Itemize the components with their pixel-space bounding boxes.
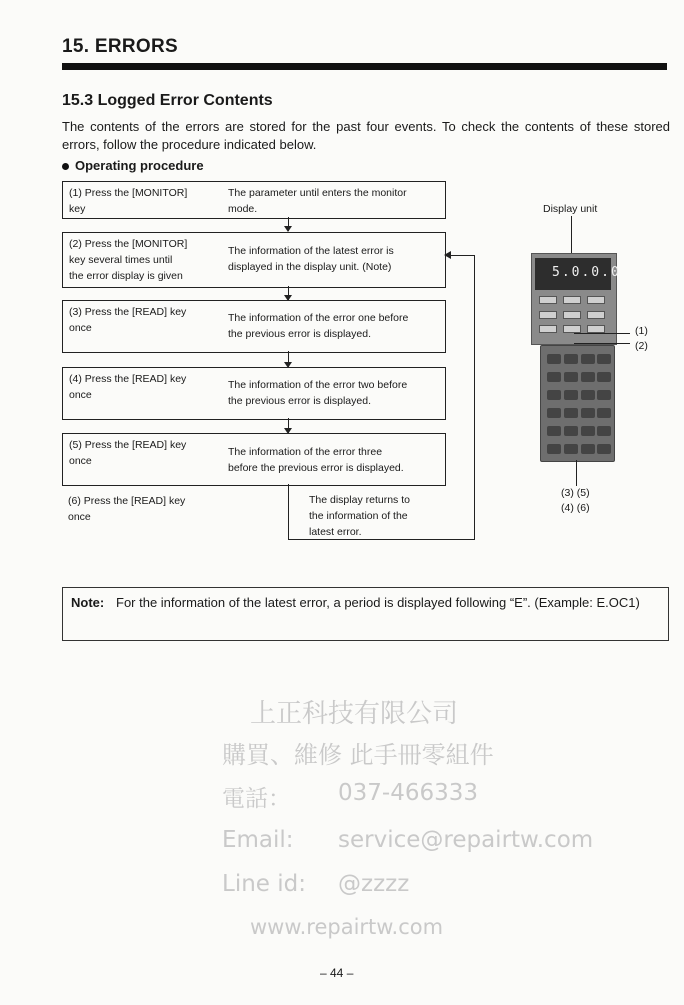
loop-line-right: [474, 255, 475, 540]
keypad-key: [547, 408, 561, 418]
keypad-key: [581, 444, 595, 454]
arrow-left-icon: [444, 251, 451, 259]
step-3-action: (3) Press the [READ] key once: [69, 306, 187, 334]
watermark-company: 上正科技有限公司: [250, 699, 459, 729]
display-unit-label: Display unit: [543, 203, 598, 215]
page-number: – 44 –: [320, 966, 354, 980]
panel-key: [563, 311, 581, 319]
watermark-phone: 037-466333: [338, 780, 478, 806]
watermark-service: 購買、維修 此手冊零組件: [222, 741, 494, 769]
step-1-action: (1) Press the [MONITOR] key: [69, 187, 188, 215]
keypad-key: [547, 372, 561, 382]
step-6-result: The display returns to the information of the latest error.: [309, 494, 410, 538]
keypad-key: [597, 372, 611, 382]
step-2-result: The information of the latest error is displayed in the display unit. (Note): [228, 245, 394, 273]
panel-key: [587, 325, 605, 333]
display-digits: 5.0.0.0: [552, 265, 621, 280]
monitor-key: [539, 311, 557, 319]
keypad-key: [581, 372, 595, 382]
keypad-key: [564, 372, 578, 382]
step-box-3: [62, 300, 446, 353]
step-box-4: [62, 367, 446, 420]
keypad-key: [597, 426, 611, 436]
bullet-icon: [62, 163, 69, 170]
read-key: [564, 444, 578, 454]
step-1-result: The parameter until enters the monitor mode.: [228, 187, 407, 215]
callout-1: (1): [635, 325, 648, 337]
panel-key: [587, 296, 605, 304]
step-4-result: The information of the error two before the previous error is displayed.: [228, 379, 408, 407]
callout-leader-3: [576, 460, 577, 486]
step-5-result: The information of the error three before the previous error is displayed.: [228, 446, 404, 474]
callout-2: (2): [635, 340, 648, 352]
watermark-website: www.repairtw.com: [250, 915, 444, 939]
loop-line-top: [450, 255, 475, 256]
callout-leader-2: [574, 343, 630, 344]
loop-line-bottom: [288, 539, 475, 540]
watermark-phone-label: 電話：: [222, 786, 291, 812]
step-4-action: (4) Press the [READ] key once: [69, 373, 187, 401]
callout-4-6: (4) (6): [561, 502, 590, 514]
step-5-action: (5) Press the [READ] key once: [69, 439, 187, 467]
procedure-label: [62, 158, 204, 173]
panel-key: [587, 311, 605, 319]
section-title: 15. ERRORS: [62, 36, 178, 57]
callout-3-5: (3) (5): [561, 487, 590, 499]
panel-key: [539, 296, 557, 304]
keypad-key: [564, 426, 578, 436]
flow-connector: [288, 484, 289, 540]
subsection-heading: 15.3 Logged Error Contents: [62, 92, 273, 109]
keypad-key: [564, 390, 578, 400]
keypad-key: [597, 408, 611, 418]
keypad-key: [547, 390, 561, 400]
step-6-action: (6) Press the [READ] key once: [68, 495, 186, 523]
watermark-line: @zzzz: [338, 871, 410, 897]
step-3-result: The information of the error one before the previous error is displayed.: [228, 312, 409, 340]
keypad-key: [597, 354, 611, 364]
step-2-action: (2) Press the [MONITOR] key several times until the error display is given: [69, 238, 188, 282]
keypad-key: [564, 408, 578, 418]
note-box: [62, 587, 669, 641]
keypad-key: [547, 444, 561, 454]
keypad-key: [597, 390, 611, 400]
step-box-2: [62, 232, 446, 288]
watermark-email-label: Email:: [222, 827, 294, 853]
step-box-1: [62, 181, 446, 219]
watermark-email: service@repairtw.com: [338, 827, 594, 853]
section-rule: [62, 63, 667, 70]
panel-key: [563, 296, 581, 304]
keypad-key: [581, 426, 595, 436]
note-label: Note:: [71, 595, 105, 610]
step-box-5: [62, 433, 446, 486]
keypad: [540, 345, 615, 462]
watermark-line-label: Line id:: [222, 871, 306, 897]
keypad-key: [597, 444, 611, 454]
keypad-key: [564, 354, 578, 364]
intro-paragraph: The contents of the errors are stored for the past four events. To check the contents of these stored errors, follow the procedure indicated below.: [62, 119, 670, 152]
keypad-key: [547, 426, 561, 436]
keypad-key: [547, 354, 561, 364]
panel-key: [563, 325, 581, 333]
keypad-key: [581, 408, 595, 418]
keypad-key: [581, 354, 595, 364]
panel-key: [539, 325, 557, 333]
display-unit-leader: [571, 216, 572, 256]
note-text: For the information of the latest error, a period is displayed following “E”. (Example: E.OC1): [116, 595, 640, 610]
callout-leader-1: [574, 333, 630, 334]
procedure-label-text: Operating procedure: [75, 158, 204, 173]
keypad-key: [581, 390, 595, 400]
